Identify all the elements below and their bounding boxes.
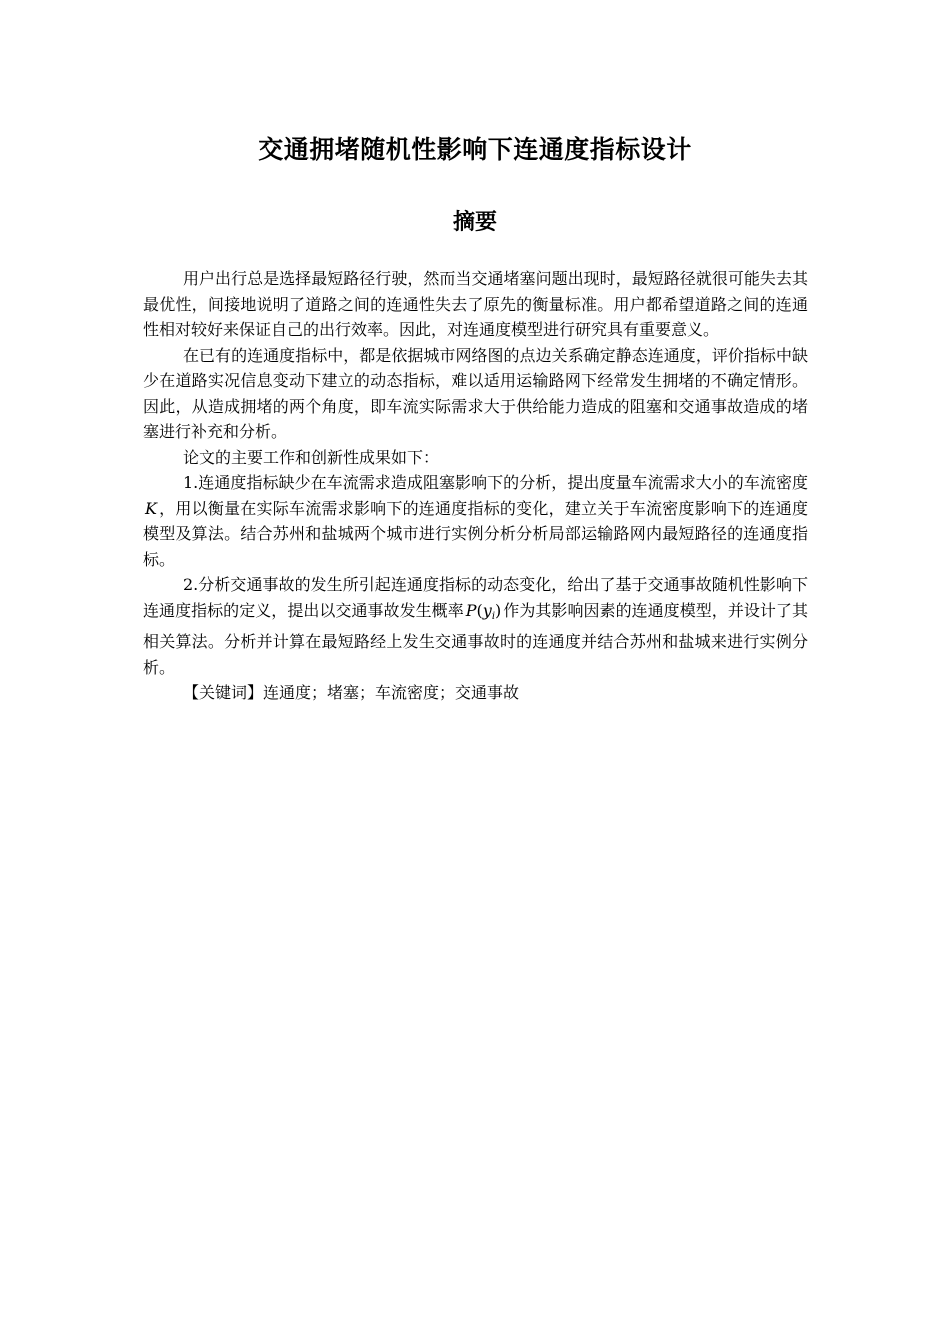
- abstract-heading: 摘要: [452, 210, 497, 235]
- accident-probability-symbol: [464, 601, 504, 620]
- prob-open-paren: (: [476, 600, 483, 620]
- contribution-2-text-a: 2.分析交通事故的发生所引起连通度指标的动态变化，给出了基于交通事故随机性影响下连通度指标的定义，提出以交通事故发生概率: [143, 575, 808, 620]
- keywords-label: 【关键词】: [183, 683, 264, 702]
- abstract-body: [143, 266, 808, 706]
- prob-subscript: i: [491, 610, 496, 622]
- contributions-intro: 论文的主要工作和创新性成果如下：: [183, 447, 440, 467]
- keywords-line: [143, 680, 808, 706]
- keywords-text: 连通度；堵塞；车流密度；交通事故: [263, 683, 520, 702]
- prob-close-paren: ): [495, 600, 502, 620]
- abstract-paragraph-2: 在已有的连通度指标中，都是依据城市网络图的点边关系确定静态连通度，评价指标中缺少在道路实况信息变动下建立的动态指标，难以适用运输路网下经常发生拥堵的不确定情形。因此，从造成拥堵的两个角度，即车流实际需求大于供给能力造成的阻塞和交通事故造成的堵塞进行补充和分析。: [143, 345, 808, 441]
- paper-title: 交通拥堵随机性影响下连通度指标设计: [258, 135, 692, 164]
- contribution-1: [143, 470, 808, 572]
- prob-p: P: [465, 600, 477, 620]
- contribution-1-text-a: 1.连通度指标缺少在车流需求造成阻塞影响下的分析，提出度量车流需求大小的车流密度: [183, 473, 808, 492]
- prob-var: y: [482, 600, 492, 620]
- contribution-1-text-b: ，用以衡量在实际车流需求影响下的连通度指标的变化，建立关于车流密度影响下的连通度模型及算法。结合苏州和盐城两个城市进行实例分析分析局部运输路网内最短路径的连通度指标。: [143, 498, 808, 569]
- contribution-2: [143, 572, 808, 680]
- traffic-density-symbol: K: [145, 498, 157, 518]
- contribution-2-text-b: 作为其影响因素的连通度模型，并设计了其相关算法。分析并计算在最短路经上发生交通事故时的连通度并结合苏州和盐城来进行实例分析。: [143, 600, 808, 677]
- abstract-paragraph-1: 用户出行总是选择最短路径行驶，然而当交通堵塞问题出现时，最短路径就很可能失去其最优性，间接地说明了道路之间的连通性失去了原先的衡量标准。用户都希望道路之间的连通性相对较好来保证自己的出行效率。因此，对连通度模型进行研究具有重要意义。: [143, 269, 808, 339]
